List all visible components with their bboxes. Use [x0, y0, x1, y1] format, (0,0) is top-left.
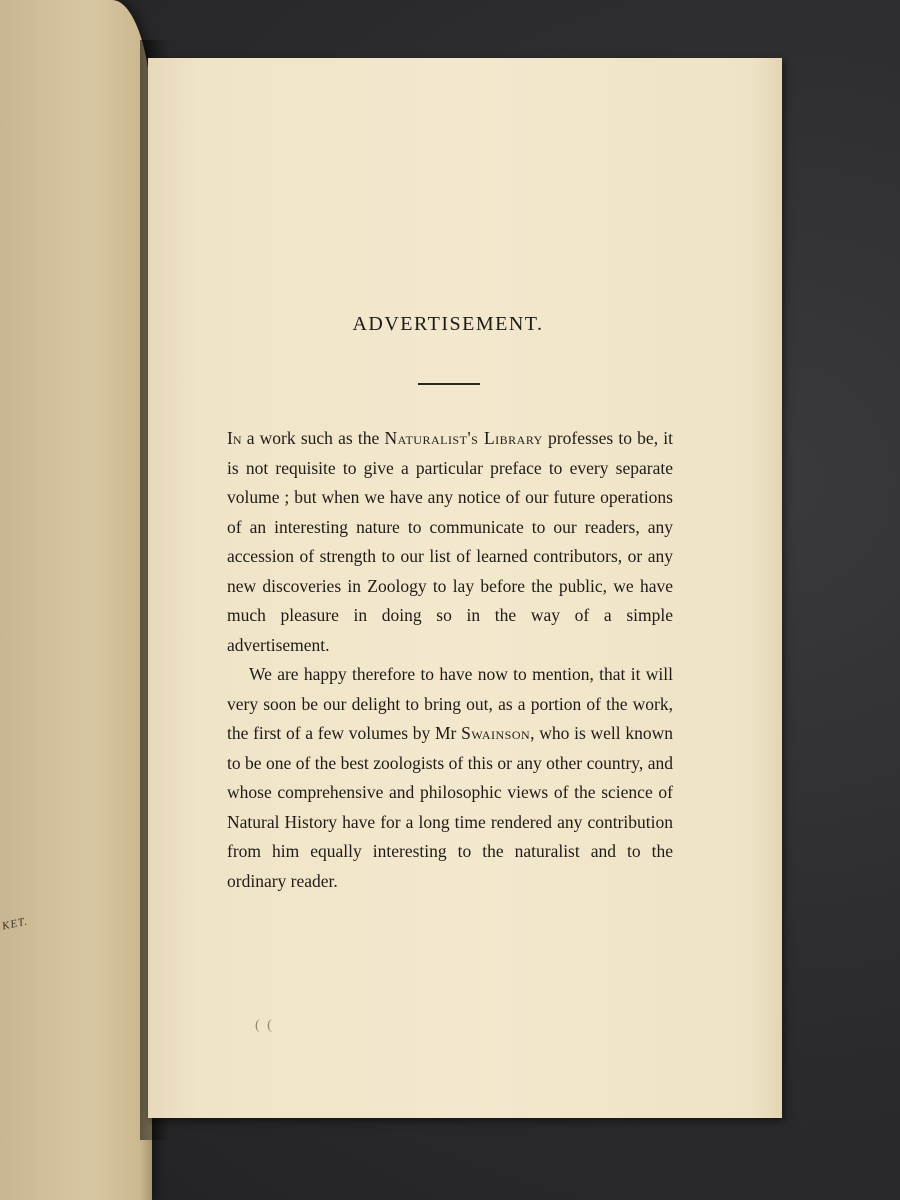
left-page	[0, 0, 152, 1200]
pencil-mark: ( (	[255, 1018, 274, 1033]
paragraph-lead-word: In	[227, 428, 242, 448]
left-page-text-fragment: KET.	[1, 915, 30, 933]
title-rule-divider	[418, 383, 480, 385]
paragraph-1-text: professes to be, it is not requisite to give a particular preface to every separate volume ; but when we have any notice of our future operations of an interesting nature to communicate to our readers, any accession of strength to our list of learned contributors, or any new discoveries in Zoology to lay before the public, we have much pleasure in doing so in the way of a simple advertisement.	[227, 428, 673, 655]
page-title: ADVERTISEMENT.	[352, 313, 544, 335]
paragraph-1-intro: a work such as the	[241, 428, 385, 448]
paragraph-2-intro: We are happy therefore to have now to mention, that it will very soon be our delight to bring out, as a portion of the work, the first of a few volumes by Mr	[227, 664, 673, 743]
right-page	[148, 58, 782, 1118]
naturalists-library-title: Naturalist's Library	[384, 428, 543, 448]
paragraph-2	[227, 660, 673, 896]
author-name-swainson: Swainson	[461, 723, 531, 743]
paragraph-2-text: , who is well known to be one of the best zoologists of this or any other country, and whose comprehensive and philosophic views of the science of Natural History have for a long time rendered any contribution from him equally interesting to the naturalist and to the ordinary reader.	[227, 723, 673, 891]
paragraph-1	[227, 424, 673, 660]
advertisement-body	[227, 424, 673, 896]
